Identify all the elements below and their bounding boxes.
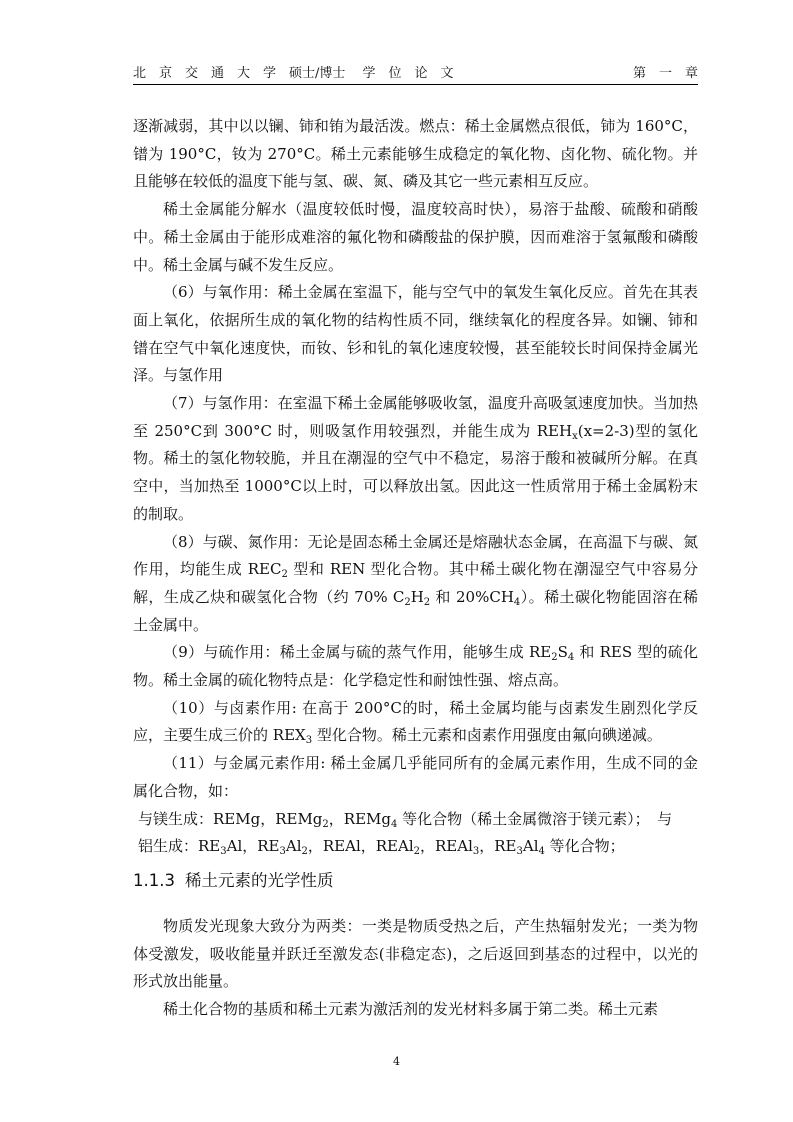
header-rule — [133, 84, 698, 85]
section-title: 稀土元素的光学性质 — [184, 871, 334, 890]
paragraph-halogen: （10）与卤素作用: 在高于 200°C的时，稀土金属均能与卤素发生剧烈化学反应，主要生成三价的 $REX_3$ 型化合物。稀土元素和卤素作用强度由氟向碘递减。 — [133, 698, 698, 747]
paragraph-1: 逐渐减弱，其中以以镧、铈和铕为最活泼。燃点：稀土金属燃点很低，铈为 160°C，镨为 190°C，钕为 270°C。稀土元素能够生成稳定的氧化物、卤化物、硫化物。并且能够在较低的温度下能与氢、碳、氮、磷及其它一些元素相互反应。 — [133, 117, 698, 191]
header-thesis-title: 北 京 交 通 大 学 硕士/博士 学 位 论 文 — [133, 66, 454, 81]
paragraph-phosphor: 稀土化合物的基质和稀土元素为激活剂的发光材料多属于第二类。稀土元素 — [163, 1000, 659, 1019]
paragraph-2: 稀土金属能分解水（温度较低时慢，温度较高时快），易溶于盐酸、硫酸和硝酸中。稀土金属由于能形成难溶的氟化物和磷酸盐的保护膜，因而难溶于氢氟酸和磷酸中。稀土金属与碱不发生反应。 — [133, 200, 698, 274]
line-magnesium: 与镁生成：REMg，REMg$_2$，REMg$_4$ 等化合物（稀土金属微溶于镁元素）； 与 — [138, 809, 673, 830]
paragraph-sulfur: （9）与硫作用：稀土金属与硫的蒸气作用，能够生成 $RE_2S_4$ 和 RES 型的硫化物。稀土金属的硫化物特点是：化学稳定性和耐蚀性强、熔点高。 — [133, 643, 698, 690]
section-text — [133, 913, 698, 1024]
paragraph-luminescence: 物质发光现象大致分为两类：一类是物质受热之后，产生热辐射发光；一类为物体受激发，吸收能量并跃迁至激发态(非稳定态)，之后返回到基态的过程中，以光的形式放出能量。 — [133, 917, 698, 991]
main-text — [133, 113, 698, 861]
section-heading — [133, 867, 333, 891]
paragraph-carbon-nitrogen: （8）与碳、氮作用：无论是固态稀土金属还是熔融状态金属，在高温下与碳、氮作用，均能生成 $REC_2$ 型和 REN 型化合物。其中稀土碳化物在潮湿空气中容易分解，生成乙炔和碳氢化合物（约 70% $C_2H_2$ 和 $20\%CH_4$）。稀土碳化物能固溶在稀土金属中。 — [133, 532, 698, 634]
running-header — [133, 62, 698, 80]
page-number: 4 — [393, 1055, 400, 1068]
section-number: 1.1.3 — [133, 871, 175, 890]
line-aluminium: 铝生成：$RE_3Al$，$RE_3Al_2$，REAl，REAl$_2$，REAl$_3$，$RE_3Al_4$ 等化合物； — [138, 837, 625, 858]
paragraph-hydrogen: （7）与氢作用：在室温下稀土金属能够吸收氢，温度升高吸氢速度加快。当加热至 250°C到 300°C 时，则吸氢作用较强烈，并能生成为 $REH_x(x=2-3)$型的氢化物。稀土的氢化物较脆，并且在潮湿的空气中不稳定，易溶于酸和被碱所分解。在真空中，当加热至 1000°C以上时，可以释放出氢。因此这一性质常用于稀土金属粉末的制取。 — [133, 394, 698, 523]
header-chapter: 第 一 章 — [632, 66, 698, 81]
paragraph-metal: （11）与金属元素作用: 稀土金属几乎能同所有的金属元素作用，生成不同的金属化合物，如： — [133, 754, 698, 800]
paragraph-oxygen: （6）与氧作用：稀土金属在室温下，能与空气中的氧发生氧化反应。首先在其表面上氧化，依据所生成的氧化物的结构性质不同，继续氧化的程度各异。如镧、铈和镨在空气中氧化速度快，而钕、钐和钆的氧化速度较慢，甚至能较长时间保持金属光泽。与氢作用 — [133, 283, 698, 385]
